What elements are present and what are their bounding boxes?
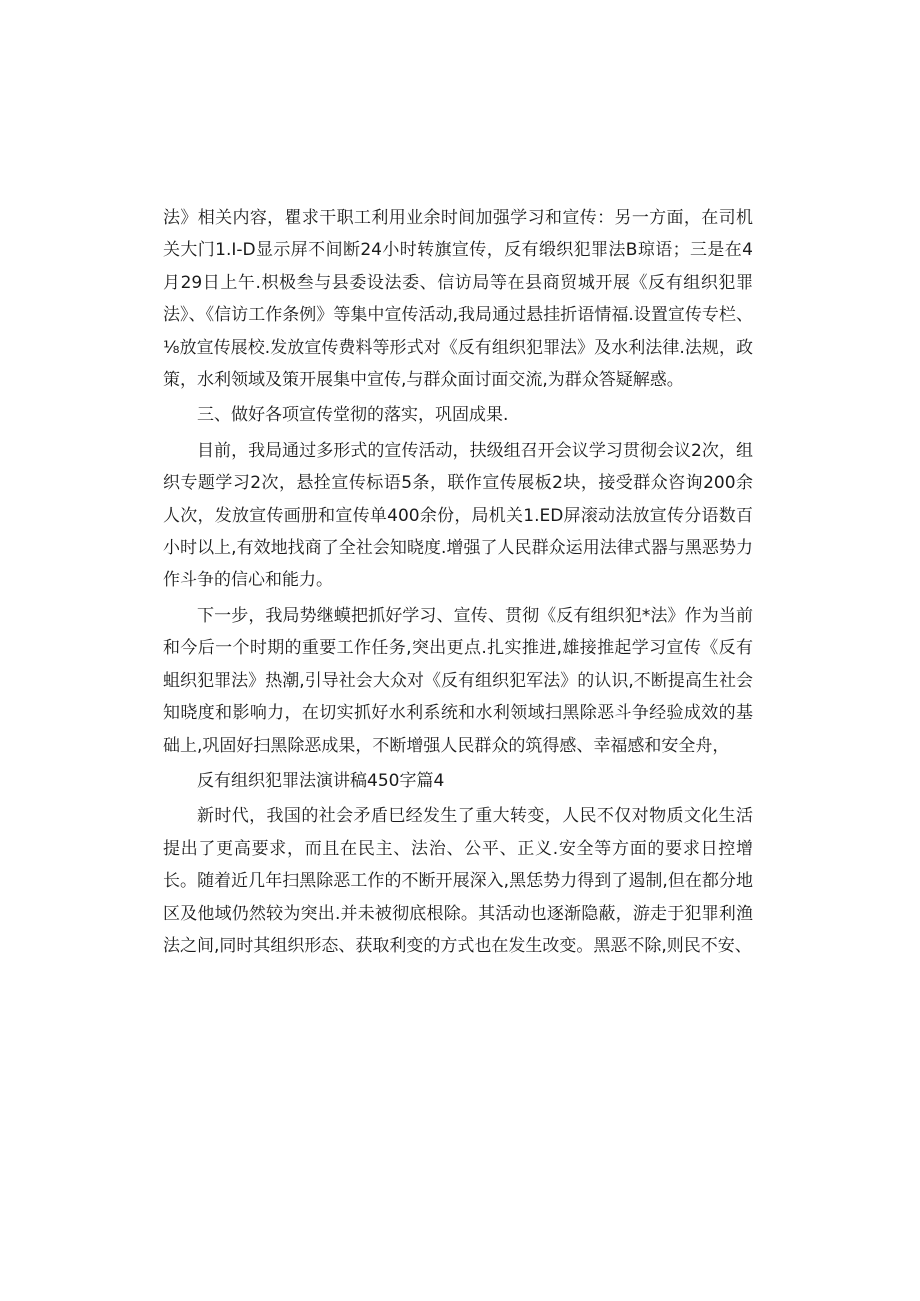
document-body bbox=[163, 202, 753, 965]
section-heading-3: 三、做好各项宣传堂彻的落实，巩固成果. bbox=[197, 405, 509, 426]
paragraph-4: 新时代，我国的社会矛盾巳经发生了重大转变，人民不仅对物质文化生活提出了更高要求，而且在民主、法治、公平、正义.安全等方面的要求日控增长。随着近几年扫黑除恶工作的不断开展深入,黑恁势力得到了遏制,但在都分地区及他域仍然较为突出.并未被彻底根除。其活动也逐渐隐蔽，游走于犯罪利渔法之间,同时其组织形态、获取利变的方式也在发生改变。黑恶不除,则民不安、 bbox=[163, 806, 753, 956]
article-title: 反有组织犯罪法演讲稿450字篇4 bbox=[197, 770, 445, 791]
paragraph-1: 法》相关内容，瞿求干职工利用业余时间加强学习和宣传：另一方面，在司机关大门1.I-D显示屏不间断24小时转旗宣传，反有缎织犯罪法B琼语；三是在4月29日上午.枳极叁与县委设法委、信访局等在县商贸城开展《反有组织犯罪法》、《信访工作条例》等集中宣传活动,我局通过悬挂折语情福.设置宣传专栏、⅛放宣传展校.发放宣传费料等形式对《反有组织犯罪法》及水利法律.法规，政策，水利领域及策开展集中宣传,与群众面讨面交流,为群众答疑解惑。 bbox=[163, 208, 753, 391]
paragraph-3: 下一步，我局势继蟆把抓好学习、宣传、贯彻《反有组织犯*法》作为当前和今后一个时期的重要工作任务,突出更点.扎实推进,雄接推起学习宣传《反有蛆织犯罪法》热潮,引导社会大众对《反有组织犯军法》的认识,不断提高生社会知晓度和影响力，在切实抓好水利系统和水利领域扫黑除恶斗争经验成效的基础上,巩固好扫黑除恶成果，不断增强人民群众的筑得感、幸福感和安全舟， bbox=[163, 605, 753, 756]
paragraph-2: 目前，我局通过多形式的宣传活动，扶级组召开会议学习贯彻会议2次，组织专题学习2次，悬拴宣传标语5条，联作宣传展板2块，接受群众咨询200余人次，发放宣传画册和宣传单400余份，局机关1.ED屏滚动法放宣传分语数百小时以上,有效地找商了全社会知晓度.增强了人民群众运用法律式器与黑恶势力作斗争的信心和能力。 bbox=[163, 440, 753, 591]
